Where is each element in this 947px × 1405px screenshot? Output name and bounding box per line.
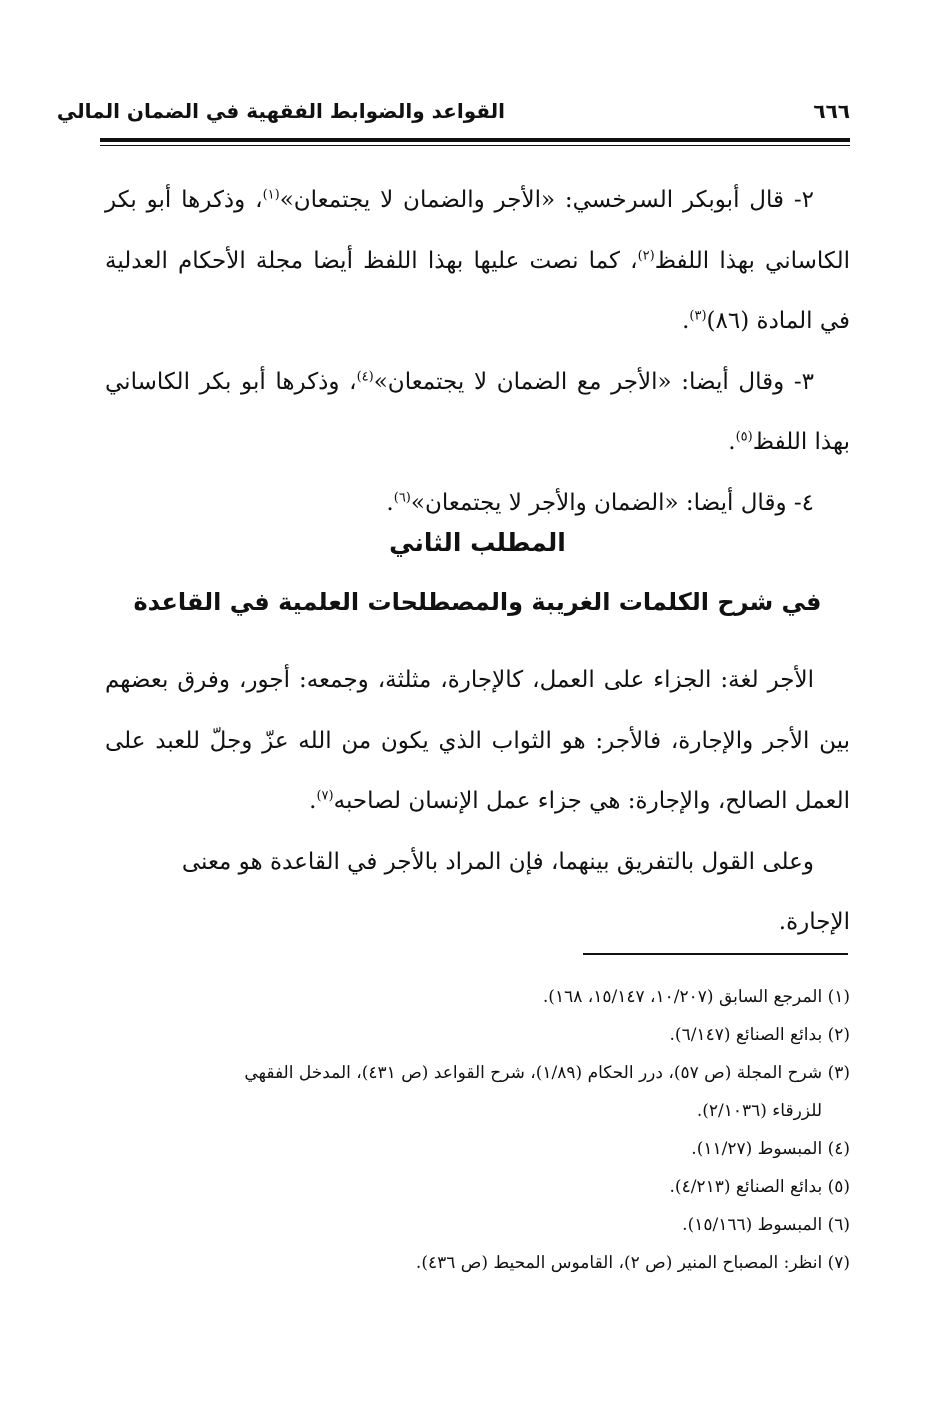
text-run: وعلى القول بالتفريق بينهما، فإن المراد بالأجر في القاعدة هو معنى الإجارة.	[181, 848, 850, 935]
paragraph-quote-4	[105, 473, 850, 534]
text-run: ، كما نصت عليها بهذا اللفظ أيضا مجلة الأحكام العدلية في المادة (٨٦)	[105, 247, 850, 334]
text-run: .	[309, 788, 317, 814]
paragraph-quote-3	[105, 352, 850, 473]
footnote-7: (٧) انظر: المصباح المنير (ص ٢)، القاموس المحيط (ص ٤٣٦).	[415, 1253, 850, 1273]
footnote-ref-7: (٧)	[316, 788, 334, 804]
footnotes	[105, 978, 850, 1282]
footnote-ref-3: (٣)	[689, 308, 707, 324]
text-run: ، وذكرها أبو بكر الكاساني بهذا اللفظ	[105, 368, 850, 455]
header-rule-thick	[100, 138, 850, 142]
footnote-4: (٤) المبسوط (١١/٢٧).	[691, 1139, 850, 1159]
footnote-6: (٦) المبسوط (١٥/١٦٦).	[682, 1215, 850, 1235]
footnote-5: (٥) بدائع الصنائع (٤/٢١٣).	[669, 1177, 850, 1197]
text-run: .	[728, 429, 736, 455]
main-text-lower	[105, 650, 850, 953]
paragraph-definition	[105, 650, 850, 832]
text-run: ٤- وقال أيضا: «الضمان والأجر لا يجتمعان»	[410, 489, 814, 516]
text-run: .	[386, 489, 394, 516]
text-run: الأجر لغة: الجزاء على العمل، كالإجارة، مثلثة، وجمعه: أجور، وفرق بعضهم بين الأجر والإجارة، فالأجر: هو الثواب الذي يكون من الله عزّ وجلّ للعبد على العمل الصالح، والإجارة: هي جزاء عمل الإنسان لصاحبه	[105, 667, 850, 814]
footnote-ref-5: (٥)	[735, 429, 753, 445]
footnote-2: (٢) بدائع الصنائع (٦/١٤٧).	[669, 1025, 850, 1045]
footnote-ref-1: (١)	[262, 187, 280, 203]
running-header	[56, 95, 850, 133]
text-run: ، وذكرها أبو بكر الكاساني بهذا اللفظ	[105, 187, 850, 274]
footnote-ref-6: (٦)	[393, 489, 411, 505]
footnote-separator	[583, 953, 848, 955]
header-rule-thin	[100, 145, 850, 146]
text-run: ٢- قال أبوبكر السرخسي: «الأجر والضمان لا يجتمعان»	[279, 187, 814, 213]
footnote-3: (٣) شرح المجلة (ص ٥٧)، درر الحكام (١/٨٩)، شرح القواعد (ص ٤٣١)، المدخل الفقهي	[244, 1063, 850, 1083]
section-subheading: في شرح الكلمات الغريبة والمصطلحات العلمية في القاعدة	[133, 588, 822, 616]
footnote-3-continued: للزرقاء (٢/١٠٣٦).	[696, 1101, 822, 1121]
paragraph-quote-2	[105, 170, 850, 352]
footnote-1: (١) المرجع السابق (١٠/٢٠٧، ١٥/١٤٧، ١٦٨).	[542, 987, 850, 1007]
footnote-ref-2: (٢)	[637, 247, 655, 263]
main-text-upper	[105, 170, 850, 533]
text-run: .	[682, 308, 690, 334]
paragraph-conclusion	[105, 832, 850, 953]
footnote-ref-4: (٤)	[356, 368, 374, 384]
page-number: ٦٦٦	[813, 99, 850, 123]
running-title: القواعد والضوابط الفقهية في الضمان المالي	[56, 99, 505, 123]
text-run: ٣- وقال أيضا: «الأجر مع الضمان لا يجتمعان»	[373, 368, 814, 395]
section-heading: المطلب الثاني	[389, 528, 566, 557]
